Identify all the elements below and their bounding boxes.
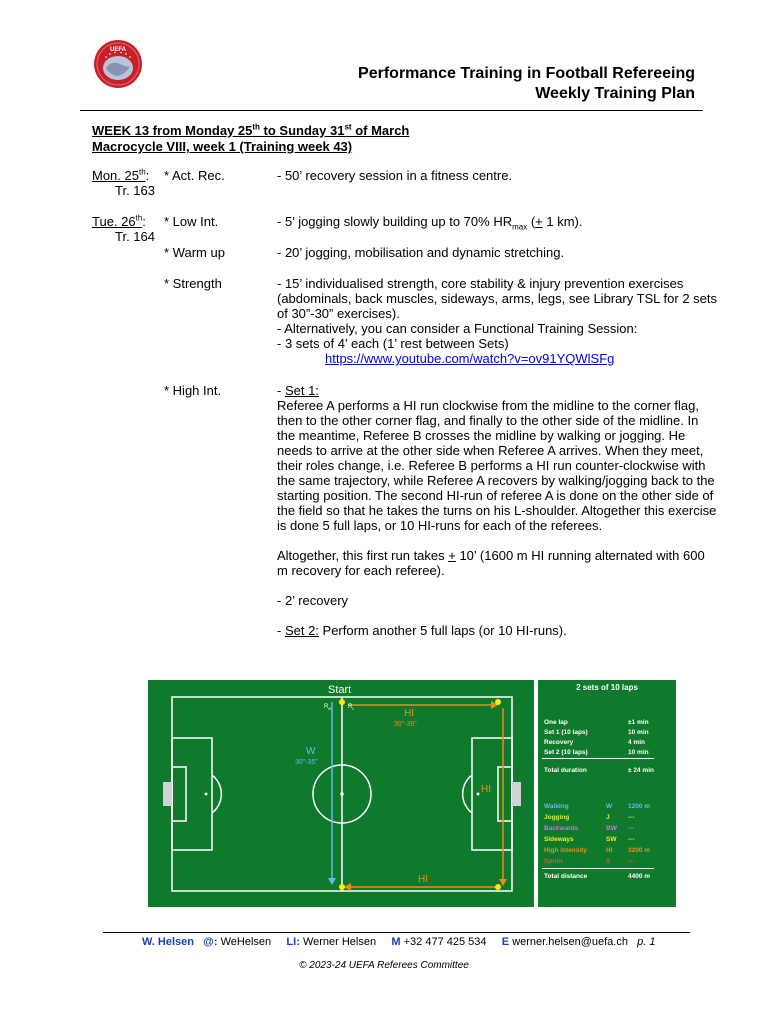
- recovery-text: - 2’ recovery: [277, 593, 349, 608]
- field-diagram: [148, 680, 534, 907]
- referee-a-label: $R_L$: [348, 704, 355, 711]
- movement-row: Sideways SW ---: [544, 836, 635, 843]
- desc-strength: - 15’ individualised strength, core stability & injury prevention exercises (abdominals, back muscles, sideways, arms, legs, see Library TSL for 2 sets of 30”-30” exercises). - Alternatively, you can consider a Functional Training Session: - 3 sets of 4’ each (1’ rest between Sets) https://www.youtube.com/watch?v=ov91YQWlSFg: [277, 276, 718, 366]
- movement-row-total: Total distance 4400 m: [544, 873, 651, 880]
- header-subtitle: Weekly Training Plan: [535, 85, 695, 102]
- movement-row: Sprint S ---: [544, 858, 635, 865]
- day-tuesday: Tue. 26th: Tr. 164: [92, 214, 158, 244]
- referee-b-label: $R_B$: [324, 704, 332, 711]
- training-number: Tr. 163: [115, 183, 155, 198]
- week-title: WEEK 13 from Monday 25th to Sunday 31st of March: [92, 122, 410, 138]
- youtube-link[interactable]: https://www.youtube.com/watch?v=ov91YQWlSFg: [325, 351, 615, 366]
- summary-row: Set 2 (10 laps) 10 min: [544, 749, 649, 756]
- walk-label: W: [306, 746, 316, 757]
- author-name: W. Helsen: [142, 936, 194, 948]
- category-low-int: * Low Int.: [164, 214, 219, 229]
- movement-row: Backwards BW ---: [544, 825, 635, 832]
- macrocycle-title: Macrocycle VIII, week 1 (Training week 43): [92, 139, 353, 154]
- twitter-handle: WeHelsen: [220, 936, 272, 948]
- category-warm-up: * Warm up: [164, 245, 225, 260]
- panel-title: 2 sets of 10 laps: [576, 683, 638, 692]
- set1-total: Altogether, this first run takes + 10’ (1600 m HI running alternated with 600 m recovery for each referee).: [277, 548, 705, 578]
- marker-cone: [495, 699, 501, 705]
- marker-cone: [339, 699, 345, 705]
- marker-cone: [495, 884, 501, 890]
- start-label: Start: [328, 684, 352, 696]
- header-divider: [80, 110, 703, 111]
- page-header: [358, 64, 695, 104]
- summary-row: One lap ±1 min: [544, 719, 649, 726]
- summary-row: Recovery 4 min: [544, 739, 645, 746]
- hi-top-label: HI: [404, 708, 414, 719]
- footer-divider: [103, 932, 690, 933]
- hi-top-time: 30”-35”: [394, 721, 417, 728]
- desc-act-rec: - 50’ recovery session in a fitness centre.: [277, 168, 513, 183]
- set1-label: Set 1:: [284, 383, 319, 398]
- linkedin-name: Werner Helsen: [302, 936, 377, 948]
- desc-high-int: - Set 1: Referee A performs a HI run clockwise from the midline to the corner flag, then to the other corner flag, and finally to the other side of the midline. In the meantime, Referee B crosses the midline by walking or jogging. He needs to arrive at the other side when Referee A arrives. When they meet, their roles change, i.e. Referee B performs a HI run counter-clockwise with the same trajectory, while Referee A recovers by walking/jogging back to the starting position. The second HI-run of referee A is done on the other side of the field so that he takes the turns on his L-shoulder. Altogether this exercise is done 5 full laps, or 10 HI-runs for each of the referees. Altogether, this first run takes + 10’ (1600 m HI running alternated with 600 m recovery for each referee). - 2’ recovery - Set 2: Perform another 5 full laps (or 10 HI-runs).: [277, 383, 717, 638]
- panel-divider: [542, 868, 654, 869]
- movement-row: High intensity HI 3200 m: [544, 847, 651, 854]
- uefa-logo: [92, 38, 144, 90]
- movement-row: Jogging J ---: [544, 814, 635, 821]
- desc-warm-up: - 20’ jogging, mobilisation and dynamic stretching.: [277, 245, 565, 260]
- hi-bottom-label: HI: [418, 874, 428, 885]
- summary-panel: [538, 680, 676, 907]
- movement-row: Walking W 1200 m: [544, 803, 651, 810]
- category-act-rec: * Act. Rec.: [164, 168, 225, 183]
- training-number: Tr. 164: [115, 229, 155, 244]
- right-goal: [512, 782, 521, 806]
- category-strength: * Strength: [164, 276, 222, 291]
- left-goal: [163, 782, 172, 806]
- set1-text: Referee A performs a HI run clockwise from the midline to the corner flag, then to the other corner flag, and finally to the other side of the midline. In the meantime, Referee B crosses the midline by walking or jogging. He needs to arrive at the other side when Referee A arrives. When they meet, their roles change, i.e. Referee B performs a HI run counter-clockwise with the same trajectory, while Referee A recovers by walking/jogging back to the starting position. The second HI-run of referee A is done on the other side of the field so that he takes the turns on his L-shoulder. Altogether this exercise is done 5 full laps, or 10 HI-runs for each of the referees.: [277, 398, 717, 533]
- marker-cone: [339, 884, 345, 890]
- summary-row: Set 1 (10 laps) 10 min: [544, 729, 649, 736]
- header-title: Performance Training in Football Refereeing: [358, 65, 695, 82]
- copyright: © 2023-24 UEFA Referees Committee: [299, 960, 469, 971]
- set2-text: - Set 2: Perform another 5 full laps (or 10 HI-runs).: [277, 623, 567, 638]
- contact-line: W. Helsen @: WeHelsen LI: Werner Helsen M +32 477 425 534 E werner.helsen@uefa.ch p. 1: [142, 936, 656, 948]
- summary-row-total: Total duration ± 24 min: [544, 767, 654, 774]
- day-monday: Mon. 25th: Tr. 163: [92, 168, 158, 198]
- phone-number: +32 477 425 534: [403, 936, 487, 948]
- walk-time: 30”-35”: [295, 759, 318, 766]
- panel-divider: [542, 758, 654, 759]
- week-heading: [92, 123, 409, 155]
- hi-right-label: HI: [481, 784, 491, 795]
- logo-text: UEFA: [109, 47, 127, 53]
- email-address[interactable]: werner.helsen@uefa.ch: [512, 936, 628, 948]
- desc-low-int: - 5’ jogging slowly building up to 70% $HR_{max}$ (+ 1 km).: [277, 214, 583, 232]
- page-number: p. 1: [637, 936, 656, 948]
- category-high-int: * High Int.: [164, 383, 222, 398]
